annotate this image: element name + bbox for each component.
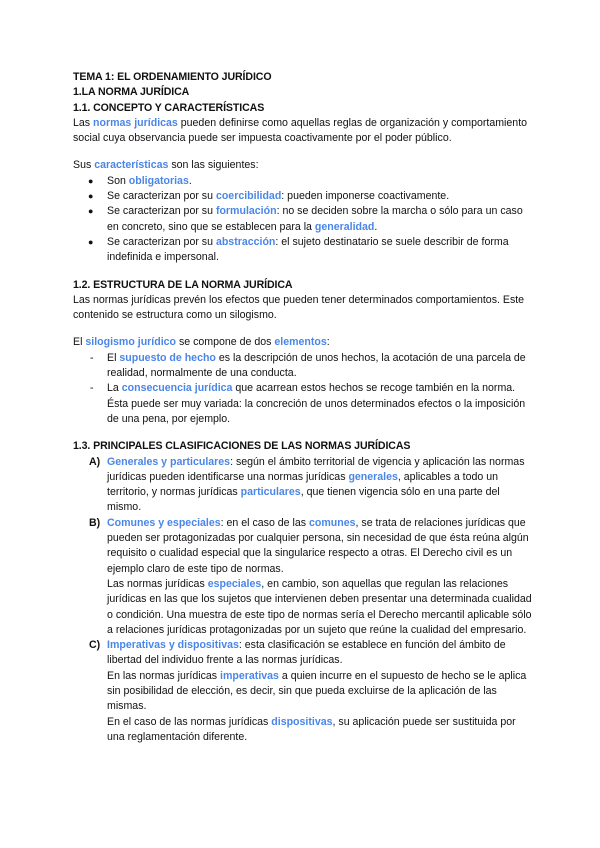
- highlight-term: normas jurídicas: [93, 116, 178, 129]
- highlight-term: Imperativas y dispositivas: [107, 639, 239, 652]
- classification-b: B) Comunes y especiales: en el caso de las comunes, se trata de relaciones jurídicas que pueden ser protagonizadas por cualquier persona, sin necesidad de que ésta reúna algún requisito o cualidad especial que la singularice respecto a otras. El Derecho civil es un ejemplo claro de este tipo de normas. Las normas jurídicas especiales, en cambio, son aquellas que regulan las relaciones jurídicas en las que los sujetos que intervienen deben presentar una determinada cualidad o condición. Una muestra de este tipo de normas sería el Derecho mercantil aplicable sólo a relaciones jurídicas protagonizadas por un sujeto que reúne la cualidad del empresario.: [89, 516, 532, 636]
- highlight-term: silogismo jurídico: [85, 336, 177, 349]
- section-heading-1-2: 1.2. ESTRUCTURA DE LA NORMA JURÍDICA: [73, 278, 293, 291]
- highlight-term: elementos: [274, 336, 327, 349]
- elements-list: [73, 351, 533, 427]
- list-item: ● Son obligatorias.: [107, 174, 533, 189]
- section-heading-1: 1.LA NORMA JURÍDICA: [73, 86, 190, 99]
- section-heading-1-1: 1.1. CONCEPTO Y CARACTERÍSTICAS: [73, 101, 265, 114]
- highlight-term: formulación: [215, 205, 277, 218]
- highlight-term: generales: [348, 470, 398, 483]
- classification-a: A) Generales y particulares: según el ámbito territorial de vigencia y aplicación las normas jurídicas pueden identificarse una normas jurídicas generales, aplicables a todo un territorio, y normas jurídicas particulares, que tienen vigencia sólo en una parte del mismo.: [89, 455, 525, 514]
- list-item: - La consecuencia jurídica que acarrean estos hechos se recoge también en la norma. Ésta puede ser muy variada: la concreción de unos determinados efectos o la imposición de una pena, por ejemplo.: [107, 381, 533, 427]
- list-item: ● Se caracterizan por su abstracción: el sujeto destinatario se suele describir de forma indefinida e impersonal.: [107, 235, 533, 266]
- document-page: [73, 70, 533, 745]
- highlight-term: dispositivas: [271, 715, 333, 728]
- highlight-term: abstracción: [215, 235, 276, 248]
- highlight-term: imperativas: [220, 669, 279, 682]
- highlight-term: particulares: [240, 486, 301, 499]
- document-title: TEMA 1: EL ORDENAMIENTO JURÍDICO: [73, 71, 272, 83]
- classification-label: A): [89, 455, 101, 468]
- highlight-term: consecuencia jurídica: [121, 382, 233, 395]
- highlight-term: Comunes y especiales: [107, 516, 221, 529]
- highlight-term: características: [94, 159, 169, 172]
- list-item: - El supuesto de hecho es la descripción de unos hechos, la acotación de una parcela de realidad, normalmente de una conducta.: [107, 351, 533, 382]
- classification-label: B): [89, 516, 101, 529]
- definition-paragraph: Las normas jurídicas pueden definirse como aquellas reglas de organización y comportamiento social cuya observancia puede ser impuesta coactivamente por el poder público.: [73, 116, 528, 145]
- classification-label: C): [89, 639, 101, 652]
- list-item: ● Se caracterizan por su formulación: no se deciden sobre la marcha o sólo para un caso en concreto, sino que se establecen para la generalidad.: [107, 204, 533, 235]
- characteristics-list: [73, 174, 533, 266]
- classification-c: C) Imperativas y dispositivas: esta clasificación se establece en función del ámbito de libertad del individuo frente a las normas jurídicas. En las normas jurídicas imperativas a quien incurre en el supuesto de hecho se le aplica sin posibilidad de elección, es decir, sin que pueda excluirse de la aplicación de las mismas. En el caso de las normas jurídicas dispositivas, su aplicación puede ser sustituida por una reglamentación diferente.: [89, 639, 527, 743]
- highlight-term: obligatorias: [128, 174, 189, 187]
- list-item: ● Se caracterizan por su coercibilidad: pueden imponerse coactivamente.: [107, 189, 533, 204]
- highlight-term: especiales: [207, 577, 262, 590]
- highlight-term: generalidad: [314, 220, 375, 233]
- highlight-term: Generales y particulares: [107, 455, 231, 468]
- structure-paragraph: Las normas jurídicas prevén los efectos que pueden tener determinados comportamientos. Este contenido se estructura como un silogismo.: [73, 293, 525, 322]
- highlight-term: coercibilidad: [215, 190, 282, 203]
- section-heading-1-3: 1.3. PRINCIPALES CLASIFICACIONES DE LAS NORMAS JURÍDICAS: [73, 440, 411, 453]
- highlight-term: supuesto de hecho: [119, 351, 216, 364]
- characteristics-intro: Sus características son las siguientes:: [73, 159, 259, 172]
- syllogism-intro: El silogismo jurídico se compone de dos elementos:: [73, 336, 330, 349]
- highlight-term: comunes: [309, 516, 356, 529]
